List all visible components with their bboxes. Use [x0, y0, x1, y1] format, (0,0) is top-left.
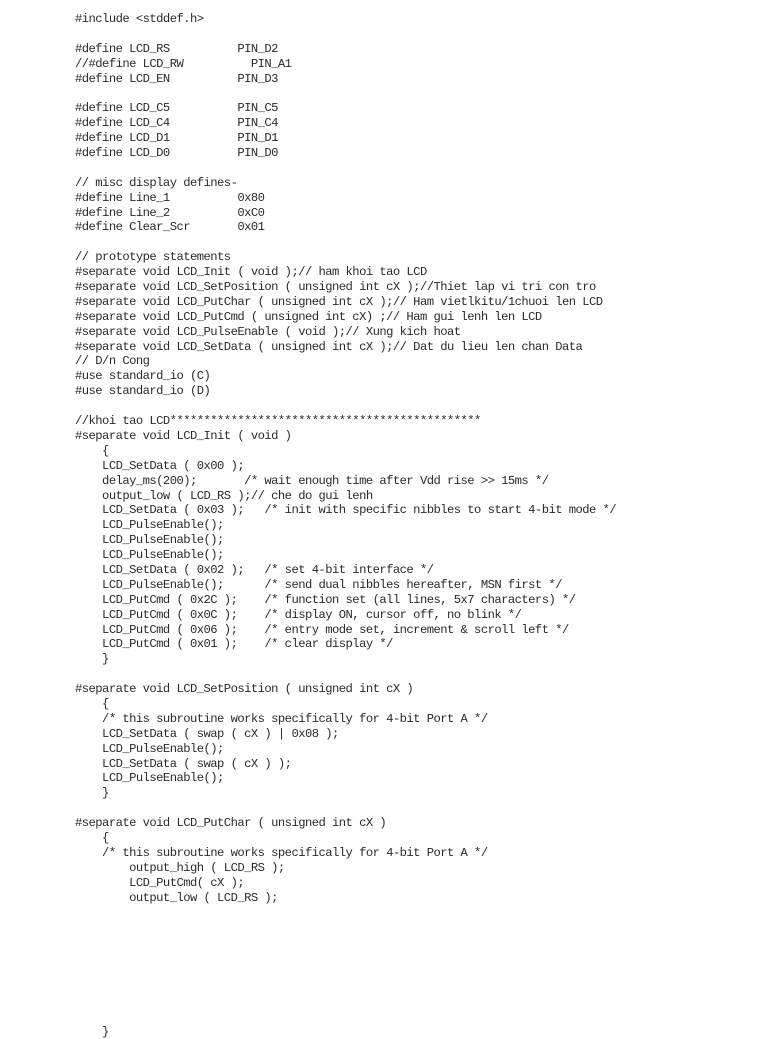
code-line: #define LCD_RS PIN_D2 — [75, 41, 278, 56]
code-line: #use standard_io (D) — [75, 384, 211, 399]
code-line: #separate void LCD_PutChar ( unsigned int cX ) — [75, 816, 387, 831]
code-line: { — [75, 443, 109, 458]
code-line: LCD_PutCmd ( 0x2C ); /* function set (all lines, 5x7 characters) */ — [75, 592, 576, 607]
code-line: output_low ( LCD_RS );// che do gui lenh — [75, 488, 373, 503]
blank-line — [75, 905, 616, 920]
code-listing — [75, 12, 616, 1039]
code-line: #separate void LCD_PutChar ( unsigned int cX );// Ham vietlkitu/1chuoi len LCD — [75, 294, 603, 309]
blank-line — [75, 1010, 616, 1025]
code-line: /* this subroutine works specifically for 4-bit Port A */ — [75, 711, 488, 726]
code-line: delay_ms(200); /* wait enough time after Vdd rise >> 15ms */ — [75, 473, 549, 488]
code-line: #define LCD_D0 PIN_D0 — [75, 146, 278, 161]
code-line: #define Clear_Scr 0x01 — [75, 220, 265, 235]
code-line: LCD_PulseEnable(); — [75, 741, 224, 756]
code-line: #define LCD_C5 PIN_C5 — [75, 101, 278, 116]
code-line: LCD_PulseEnable(); — [75, 771, 224, 786]
code-line: { — [75, 830, 109, 845]
code-line: } — [75, 1024, 109, 1039]
code-line: LCD_PulseEnable(); /* send dual nibbles hereafter, MSN first */ — [75, 577, 562, 592]
code-line: LCD_SetData ( swap ( cX ) | 0x08 ); — [75, 726, 339, 741]
code-line: } — [75, 652, 109, 667]
blank-line — [75, 950, 616, 965]
code-line: LCD_PutCmd ( 0x06 ); /* entry mode set, increment & scroll left */ — [75, 622, 569, 637]
code-line: //#define LCD_RW PIN_A1 — [75, 56, 292, 71]
blank-line — [75, 980, 616, 995]
code-line: output_low ( LCD_RS ); — [75, 890, 278, 905]
code-line: LCD_SetData ( swap ( cX ) ); — [75, 756, 292, 771]
code-line: #define LCD_EN PIN_D3 — [75, 71, 278, 86]
code-line: #define LCD_D1 PIN_D1 — [75, 131, 278, 146]
code-line: output_high ( LCD_RS ); — [75, 860, 285, 875]
code-line: LCD_SetData ( 0x02 ); /* set 4-bit interface */ — [75, 562, 434, 577]
code-line: #define Line_1 0x80 — [75, 190, 265, 205]
code-line: #separate void LCD_Init ( void );// ham khoi tao LCD — [75, 265, 427, 280]
code-line: { — [75, 696, 109, 711]
blank-line — [75, 27, 616, 42]
blank-line — [75, 995, 616, 1010]
code-line: #define LCD_C4 PIN_C4 — [75, 116, 278, 131]
code-line: LCD_SetData ( 0x03 ); /* init with specific nibbles to start 4-bit mode */ — [75, 503, 617, 518]
code-line: #separate void LCD_Init ( void ) — [75, 428, 292, 443]
code-line: LCD_PutCmd ( 0x01 ); /* clear display */ — [75, 637, 393, 652]
code-line: #separate void LCD_PulseEnable ( void );// Xung kich hoat — [75, 324, 461, 339]
code-line: #use standard_io (C) — [75, 369, 211, 384]
blank-line — [75, 667, 616, 682]
code-line: LCD_PutCmd ( 0x0C ); /* display ON, cursor off, no blink */ — [75, 607, 522, 622]
code-line: #separate void LCD_SetData ( unsigned int cX );// Dat du lieu len chan Data — [75, 339, 583, 354]
blank-line — [75, 965, 616, 980]
code-line: // D/n Cong — [75, 354, 150, 369]
blank-line — [75, 920, 616, 935]
blank-line — [75, 801, 616, 816]
blank-line — [75, 399, 616, 414]
code-line: //khoi tao LCD********************************************** — [75, 414, 481, 429]
code-line: LCD_PulseEnable(); — [75, 548, 224, 563]
code-line: LCD_SetData ( 0x00 ); — [75, 458, 245, 473]
blank-line — [75, 161, 616, 176]
code-line: #include <stddef.h> — [75, 12, 204, 26]
blank-line — [75, 86, 616, 101]
code-line: } — [75, 786, 109, 801]
code-line: #define Line_2 0xC0 — [75, 205, 265, 220]
code-line: // misc display defines- — [75, 175, 238, 190]
blank-line — [75, 935, 616, 950]
code-line: /* this subroutine works specifically for 4-bit Port A */ — [75, 845, 488, 860]
code-line: #separate void LCD_SetPosition ( unsigned int cX ) — [75, 682, 414, 697]
code-line: #separate void LCD_SetPosition ( unsigned int cX );//Thiet lap vi tri con tro — [75, 280, 596, 295]
code-line: LCD_PulseEnable(); — [75, 518, 224, 533]
code-line: LCD_PulseEnable(); — [75, 533, 224, 548]
blank-line — [75, 235, 616, 250]
code-line: #separate void LCD_PutCmd ( unsigned int cX) ;// Ham gui lenh len LCD — [75, 309, 542, 324]
code-line: // prototype statements — [75, 250, 231, 265]
code-line: LCD_PutCmd( cX ); — [75, 875, 245, 890]
